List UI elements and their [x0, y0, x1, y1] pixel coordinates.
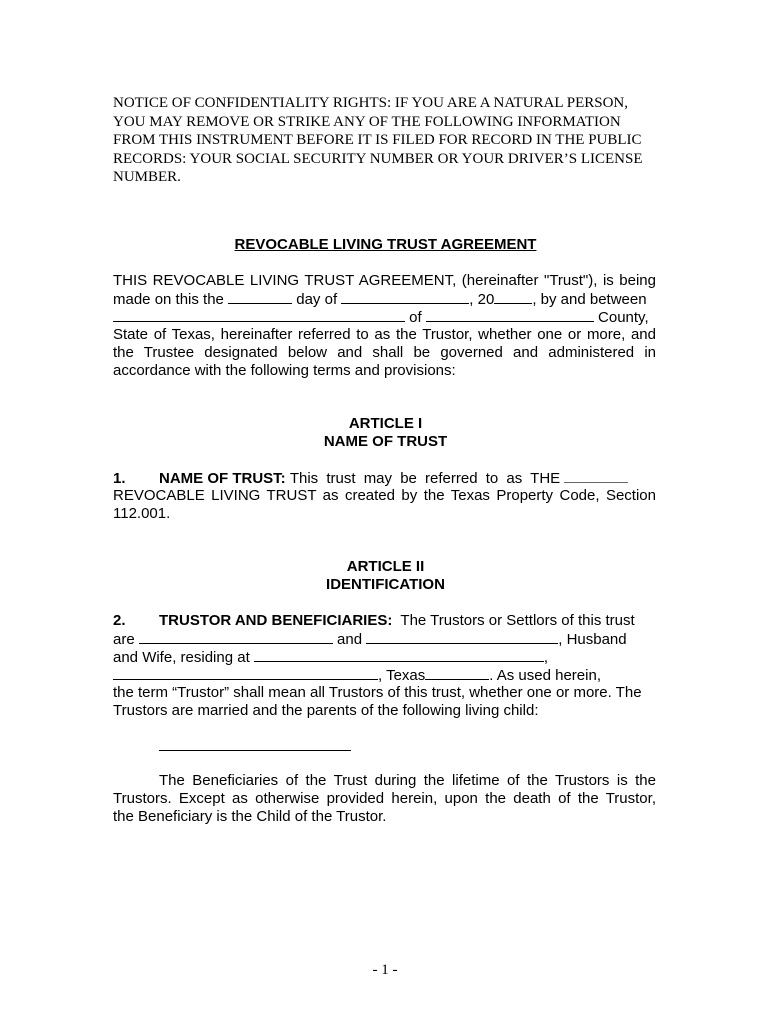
intro-text: , 20	[469, 291, 495, 308]
intro-line-4: State of Texas, hereinafter referred to as the Trustor, whether one or more, and	[113, 326, 656, 343]
section-text: and Wife, residing at	[113, 649, 250, 666]
section-label: TRUSTOR AND BENEFICIARIES:	[159, 612, 393, 629]
article-1-heading: ARTICLE I	[348, 415, 423, 432]
article-2-line-3	[113, 648, 656, 667]
beneficiaries-line-3: the Beneficiary is the Child of the Trustor.	[113, 808, 387, 825]
intro-line-5: the Trustee designated below and shall be governed and administered in	[113, 344, 656, 361]
article-1-subheading: NAME OF TRUST	[323, 433, 448, 450]
section-text: . As used herein,	[489, 667, 601, 684]
section-number: 2.	[113, 612, 126, 629]
beneficiaries-line-2: Trustors. Except as otherwise provided herein, upon the death of the Trustor,	[113, 790, 656, 807]
intro-text: day of	[296, 291, 338, 308]
section-text: ,	[543, 649, 549, 666]
residence-blank[interactable]	[254, 648, 544, 662]
husband-name-blank[interactable]	[139, 630, 333, 644]
address-blank[interactable]	[113, 666, 378, 680]
month-blank[interactable]	[341, 290, 469, 304]
trustor-name-blank[interactable]	[113, 308, 405, 322]
intro-text: County,	[598, 309, 649, 326]
article-2-heading: ARTICLE II	[346, 558, 425, 575]
intro-text: of	[409, 309, 422, 326]
notice-line: NUMBER.	[113, 169, 181, 185]
article-2-line-5: the term “Trustor” shall mean all Trustors of this trust, whether one or more. The	[113, 684, 642, 701]
article-1-line-1	[113, 469, 656, 488]
wife-name-blank[interactable]	[366, 630, 558, 644]
notice-line: NOTICE OF CONFIDENTIALITY RIGHTS: IF YOU ARE A NATURAL PERSON,	[113, 95, 629, 111]
section-text: This trust may be referred to as THE	[289, 470, 561, 487]
article-1-line-2: REVOCABLE LIVING TRUST as created by the Texas Property Code, Section	[113, 487, 656, 504]
section-text: are	[113, 631, 135, 648]
article-2-line-2	[113, 630, 656, 649]
section-text: The Trustors or Settlors of this trust	[400, 612, 635, 629]
county-blank[interactable]	[426, 308, 594, 322]
page-number: - 1 -	[372, 962, 398, 978]
child-name-blank[interactable]	[159, 750, 351, 751]
day-blank[interactable]	[228, 290, 292, 304]
document-title: REVOCABLE LIVING TRUST AGREEMENT	[234, 236, 537, 253]
year-blank[interactable]	[494, 290, 532, 304]
article-1-line-3: 112.001.	[113, 505, 171, 522]
intro-line-3	[113, 308, 656, 327]
article-2-line-6: Trustors are married and the parents of the following living child:	[113, 702, 539, 719]
section-label: NAME OF TRUST:	[159, 470, 286, 487]
intro-line-2	[113, 290, 656, 309]
intro-line-1: THIS REVOCABLE LIVING TRUST AGREEMENT, (hereinafter "Trust"), is being	[113, 272, 656, 289]
article-2-subheading: IDENTIFICATION	[326, 576, 445, 593]
zip-blank[interactable]	[425, 666, 489, 680]
trust-name-blank[interactable]	[564, 469, 628, 483]
notice-line: RECORDS: YOUR SOCIAL SECURITY NUMBER OR YOUR DRIVER’S LICENSE	[113, 150, 643, 167]
section-text: and	[337, 631, 363, 648]
section-number: 1.	[113, 470, 126, 487]
intro-line-6: accordance with the following terms and provisions:	[113, 362, 456, 379]
intro-text: made on this the	[113, 291, 224, 308]
intro-text: , by and between	[532, 291, 647, 308]
section-text: , Husband	[558, 631, 627, 648]
notice-line: FROM THIS INSTRUMENT BEFORE IT IS FILED FOR RECORD IN THE PUBLIC	[113, 132, 642, 148]
section-text: , Texas	[378, 667, 426, 684]
notice-line: YOU MAY REMOVE OR STRIKE ANY OF THE FOLLOWING INFORMATION	[113, 113, 621, 130]
confidentiality-notice	[113, 94, 658, 187]
article-2-line-4	[113, 666, 656, 685]
beneficiaries-line-1: The Beneficiaries of the Trust during the lifetime of the Trustors is the	[159, 772, 656, 789]
article-2-line-1	[113, 612, 656, 630]
